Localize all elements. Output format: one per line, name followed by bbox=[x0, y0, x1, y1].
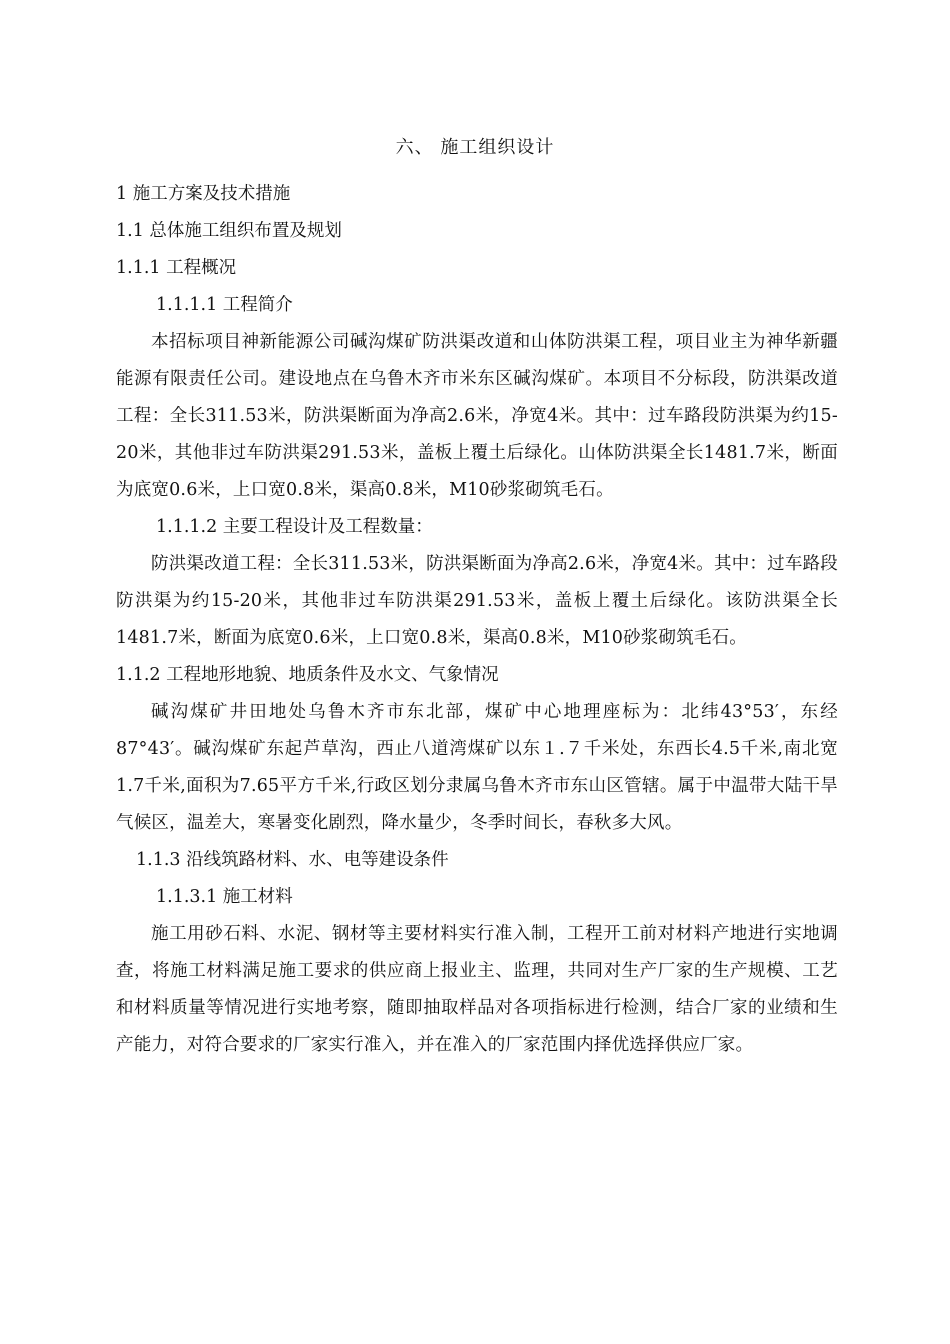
section-heading-1-1: 1.1 总体施工组织布置及规划 bbox=[116, 221, 342, 241]
section-heading-1-1-1-1: 1.1.1.1 工程简介 bbox=[156, 295, 293, 315]
section-heading-1-1-2: 1.1.2 工程地形地貌、地质条件及水文、气象情况 bbox=[116, 665, 499, 685]
section-heading-1-1-3-1: 1.1.3.1 施工材料 bbox=[156, 887, 293, 907]
document-body bbox=[116, 176, 838, 1064]
paragraph-project-intro: 本招标项目神新能源公司碱沟煤矿防洪渠改道和山体防洪渠工程，项目业主为神华新疆能源有限责任公司。建设地点在乌鲁木齐市米东区碱沟煤矿。本项目不分标段，防洪渠改道工程：全长311.53米，防洪渠断面为净高2.6米，净宽4米。其中：过车路段防洪渠为约15-20米，其他非过车防洪渠291.53米，盖板上覆土后绿化。山体防洪渠全长1481.7米，断面为底宽0.6米，上口宽0.8米，渠高0.8米，M10砂浆砌筑毛石。 bbox=[116, 332, 838, 500]
paragraph-design-quantities: 防洪渠改道工程：全长311.53米，防洪渠断面为净高2.6米，净宽4米。其中：过车路段防洪渠为约15-20米，其他非过车防洪渠291.53米，盖板上覆土后绿化。该防洪渠全长1481.7米，断面为底宽0.6米，上口宽0.8米，渠高0.8米，M10砂浆砌筑毛石。 bbox=[116, 554, 838, 648]
section-heading-1: 1 施工方案及技术措施 bbox=[116, 184, 291, 204]
section-heading-1-1-3: 1.1.3 沿线筑路材料、水、电等建设条件 bbox=[136, 850, 449, 870]
page-title: 六、 施工组织设计 bbox=[395, 137, 555, 158]
section-heading-1-1-1-2: 1.1.1.2 主要工程设计及工程数量： bbox=[156, 517, 433, 537]
paragraph-materials: 施工用砂石料、水泥、钢材等主要材料实行准入制，工程开工前对材料产地进行实地调查，将施工材料满足施工要求的供应商上报业主、监理，共同对生产厂家的生产规模、工艺和材料质量等情况进行实地考察，随即抽取样品对各项指标进行检测，结合厂家的业绩和生产能力，对符合要求的厂家实行准入，并在准入的厂家范围内择优选择供应厂家。 bbox=[116, 924, 838, 1055]
paragraph-terrain-climate: 碱沟煤矿井田地处乌鲁木齐市东北部，煤矿中心地理座标为：北纬43°53′，东经87°43′。碱沟煤矿东起芦草沟，西止八道湾煤矿以东１.７千米处，东西长4.5千米,南北宽1.7千米,面积为7.65平方千米,行政区划分隶属乌鲁木齐市东山区管辖。属于中温带大陆干旱气候区，温差大，寒暑变化剧烈，降水量少，冬季时间长，春秋多大风。 bbox=[116, 702, 838, 833]
section-heading-1-1-1: 1.1.1 工程概况 bbox=[116, 258, 237, 278]
